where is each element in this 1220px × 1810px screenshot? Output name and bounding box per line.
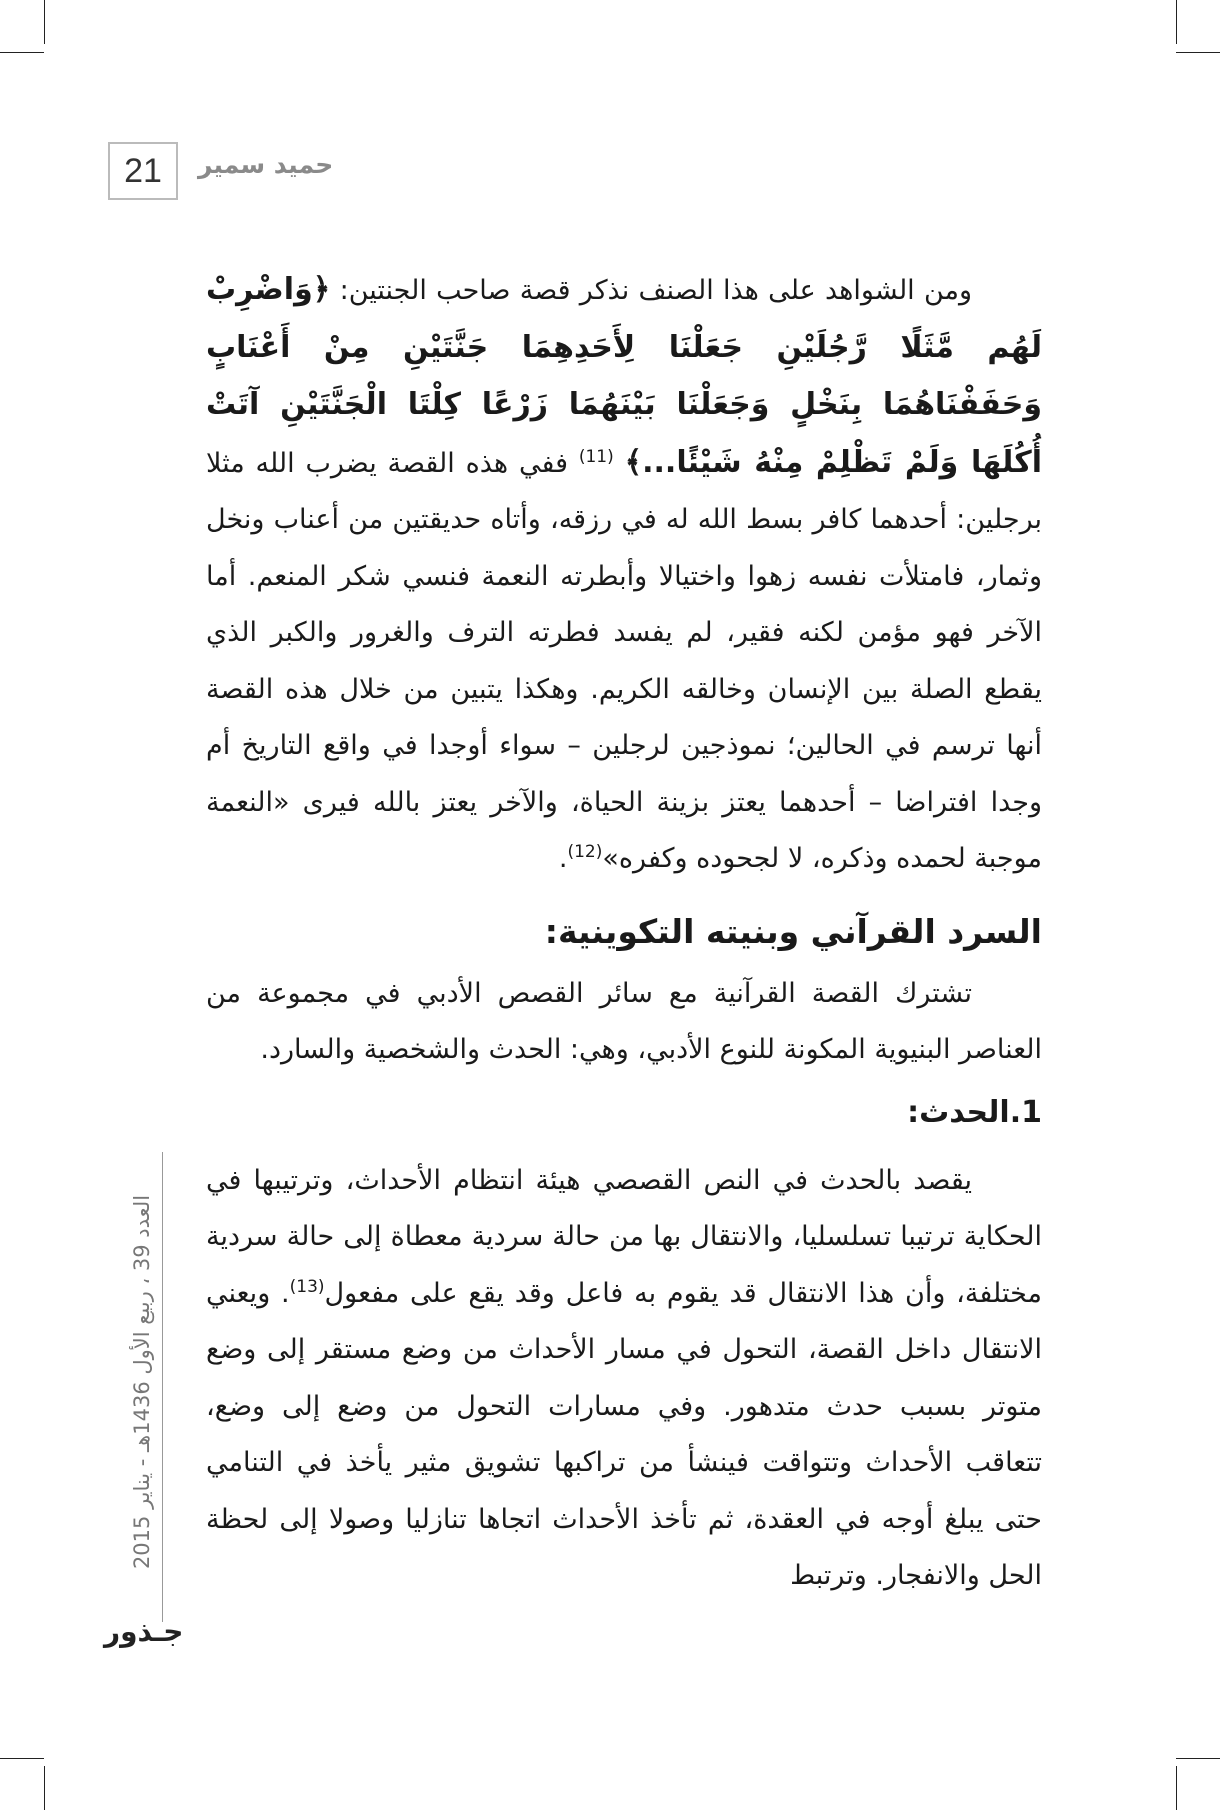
journal-logo: جـذور [104,1615,184,1648]
footnote-ref: (13) [289,1276,325,1297]
footnote-ref: (12) [567,842,603,862]
issue-info [122,1152,162,1612]
footnote-ref: (11) [578,446,614,467]
paragraph-text: . ويعني الانتقال داخل القصة، التحول في مسار الأحداث من وضع مستقر إلى وضع متوتر بسبب حدث متدهور. وفي مسارات التحول من وضع إلى وضع، تتعاقب الأحداث وتتواقت فينشأ من تراكبها تشويق مثير يأخذ في التنامي حتى يبلغ أوجه في العقدة، ثم تأخذ الأحداث اتجاها تنازليا وصولا إلى لحظة الحل والانفجار. وترتبط [206,1277,1042,1591]
page-number: 21 [108,142,178,200]
paragraph: تشترك القصة القرآنية مع سائر القصص الأدبي في مجموعة من العناصر البنيوية المكونة للنوع الأدبي، وهي: الحدث والشخصية والسارد. [206,977,1042,1065]
paragraph [206,262,1042,888]
section-heading: السرد القرآني وبنيته التكوينية: [544,911,1042,951]
subsection-heading: 1.الحدث: [907,1094,1042,1130]
paragraph-text: . [558,843,568,874]
crop-mark [44,1766,45,1810]
crop-mark [1176,1766,1177,1810]
article-body [206,262,1042,1605]
paragraph [206,1153,1042,1605]
crop-mark [0,52,44,53]
crop-mark [1176,0,1177,44]
crop-mark [44,0,45,44]
crop-mark [1176,1758,1220,1759]
author-name: حميد سمير [198,150,334,179]
crop-mark [0,1758,44,1759]
divider [162,1152,163,1622]
intro-text: ومن الشواهد على هذا الصنف نذكر قصة صاحب الجنتين: [339,275,972,306]
quran-verse: ﴿وَاضْرِبْ لَهُم مَّثَلًا رَّجُلَيْنِ جَعَلْنَا لِأَحَدِهِمَا جَنَّتَيْنِ مِنْ أَعْنَابٍ وَحَفَفْنَاهُمَا بِنَخْلٍ وَجَعَلْنَا بَيْنَهُمَا زَرْعًا كِلْتَا الْجَنَّتَيْنِ آتَتْ أُكُلَهَا وَلَمْ تَظْلِمْ مِنْهُ شَيْئًا...﴾ [206,272,1042,480]
paragraph-text: يقصد بالحدث في النص القصصي هيئة انتظام الأحداث، وترتيبها في الحكاية ترتيبا تسلسليا، والانتقال بها من حالة سردية معطاة إلى حالة سردية مختلفة، وأن هذا الانتقال قد يقوم به فاعل وقد يقع على مفعول [206,1164,1042,1309]
paragraph-text: ففي هذه القصة يضرب الله مثلا برجلين: أحدهما كافر بسط الله له في رزقه، وأتاه حديقتين من أعناب ونخل وثمار، فامتلأت نفسه زهوا واختيالا وأبطرته النعمة فنسي شكر المنعم. أما الآخر فهو مؤمن لكنه فقير، لم يفسد فطرته الترف والغرور والكبر الذي يقطع الصلة بين الإنسان وخالقه الكريم. وهكذا يتبين من خلال هذه القصة أنها ترسم في الحالين؛ نموذجين لرجلين – سواء أوجدا في واقع التاريخ أم وجدا افتراضا – أحدهما يعتز بزينة الحياة، والآخر يعتز بالله فيرى «النعمة موجبة لحمده وذكره، لا لجحوده وكفره» [206,447,1042,874]
issue-info-text: العدد 39 ، ربيع الأول 1436هـ - يناير 2015 [130,1194,155,1570]
crop-mark [1176,52,1220,53]
